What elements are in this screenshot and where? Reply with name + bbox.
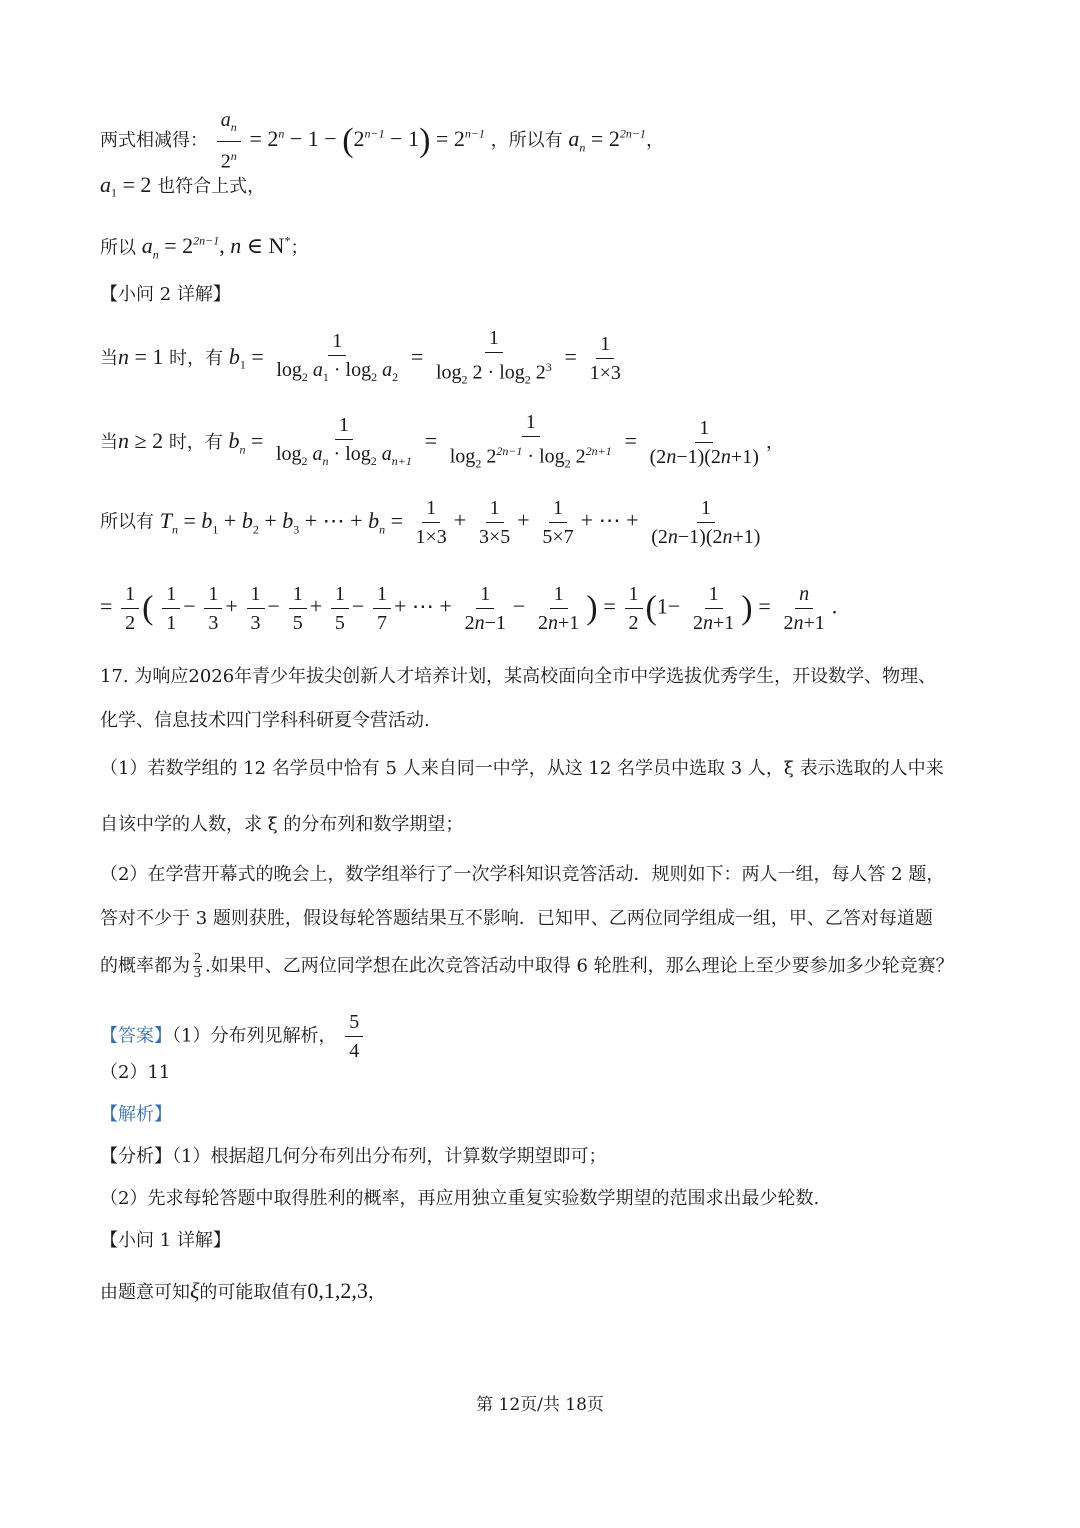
subquestion-1-header: 【小问 1 详解】	[100, 1230, 231, 1251]
problem-17-part1-1: （1）若数学组的 12 名学员中恰有 5 人来自同一中学，从这 12 名学员中选取 3 人，ξ 表示选取的人中来	[100, 758, 944, 779]
fraction: $\frac{1}{5}$	[331, 582, 349, 635]
derivation-line-3: 所以 $a_n = 2^{2n-1}$, n ∈ N*；	[100, 233, 309, 262]
fraction: $\frac{1}{1\times 3}$	[589, 333, 621, 385]
fraction: $\frac{a_n}{2^n}$	[217, 108, 241, 174]
fraction: $\frac{1}{5\times 7}$	[542, 497, 574, 548]
fraction: $\frac{1}{(2n-1)(2n+1)}$	[649, 417, 759, 469]
fraction: $\frac{1}{7}$	[373, 582, 391, 635]
fraction: $\frac{1}{\log_2 a_n \cdot \log_2 a_{n+1}}$	[275, 413, 412, 468]
fraction: $\frac{1}{2n-1}$	[464, 583, 506, 634]
page-footer: 第 12页/共 18页	[476, 1395, 604, 1415]
fenxi-line-1: 【分析】（1）根据超几何分布列出分布列，计算数学期望即可；	[100, 1146, 607, 1167]
problem-17-part2-1: （2）在学营开幕式的晚会上，数学组举行了一次学科知识竞答活动．规则如下：两人一组，每人答 2 题，	[100, 864, 945, 885]
fraction: $\frac{n}{2n+1}$	[783, 583, 825, 634]
subquestion-2-header: 【小问 2 详解】	[100, 284, 231, 305]
fraction: $\frac{1}{3\times 5}$	[478, 497, 511, 548]
fraction: $\frac{5}{4}$	[345, 1010, 363, 1063]
answer-part1: 【答案】（1）分布列见解析， $\frac{5}{4}$	[100, 1010, 366, 1063]
case-n-geq-2: 当n ≥ 2 时，有 $b_n$ = $\frac{1}{\log_2 a_n \cdot \log_2 a_{n+1}}$ = $\frac{1}{\log_2 2^{2n-1} \cdot \log_2 2^{2n+1}}$ = $\frac{1}{(2n-1)(2n+1)}$ ，	[100, 410, 784, 476]
derivation-line-2: $a_1 = 2$ 也符合上式，	[100, 172, 266, 200]
fraction: $\frac{1}{3}$	[204, 582, 222, 635]
problem-17-stem-1: 17. 为响应2026年青少年拔尖创新人才培养计划，某高校面向全市中学选拔优秀学生，开设数学、物理、	[100, 666, 937, 687]
q1-values-line: 由题意可知ξ的可能取值有0,1,2,3，	[100, 1278, 386, 1303]
fraction: $\frac{1}{2}$	[625, 582, 643, 635]
answer-part2: （2）11	[100, 1062, 171, 1083]
fraction: $\frac{1}{\log_2 2 \cdot \log_2 2^3}$	[435, 327, 552, 387]
fraction: $\frac{2}{3}$	[194, 951, 201, 981]
sum-line: 所以有 $T_n = b_1 + b_2 + b_3$ + ⋯ + $b_n$ = $\frac{1}{1\times 3}$ + $\frac{1}{3\times 5}$ + $\frac{1}{5\times 7}$ + ⋯ + $\frac{1}{(2n-1)(2n+1)}$	[100, 496, 767, 549]
fraction: $\frac{1}{\log_2 a_1 \cdot \log_2 a_2}$	[276, 329, 399, 384]
fraction: $\frac{1}{(2n-1)(2n+1)}$	[651, 497, 761, 548]
fraction: $\frac{1}{2n+1}$	[692, 583, 735, 634]
derivation-line-1: 两式相减得： $\frac{a_n}{2^n}$ = $2^n - 1 - (2^{n-1} - 1) = 2^{n-1}$ ，所以有 $a_n = 2^{2n-1}$，	[100, 109, 664, 173]
fenxi-line-2: （2）先求每轮答题中取得胜利的概率，再应用独立重复实验数学期望的范围求出最少轮数.	[100, 1188, 820, 1209]
problem-17-part2-3: 的概率都为 $\frac{2}{3}$ .如果甲、乙两位同学想在此次竞答活动中取得 6 轮胜利，那么理论上至少要参加多少轮竞赛？	[100, 951, 954, 981]
fraction: $\frac{1}{3}$	[247, 582, 265, 635]
fraction: $\frac{1}{5}$	[289, 582, 307, 635]
fraction: $\frac{1}{1\times 3}$	[415, 497, 447, 548]
problem-17-part1-2: 自该中学的人数，求 ξ 的分布列和数学期望；	[100, 814, 464, 835]
fraction: $\frac{1}{2}$	[121, 582, 139, 635]
case-n-equals-1: 当n = 1 时，有 $b_1$ = $\frac{1}{\log_2 a_1 \cdot \log_2 a_2}$ = $\frac{1}{\log_2 2 \cdot \log_2 2^3}$ = $\frac{1}{1\times 3}$	[100, 326, 628, 392]
analysis-tag: 【解析】	[100, 1104, 172, 1125]
fraction: $\frac{1}{1}$	[162, 582, 180, 635]
problem-17-stem-2: 化学、信息技术四门学科科研夏令营活动.	[100, 710, 430, 731]
fraction: $\frac{1}{2n+1}$	[538, 583, 580, 634]
telescoping-line: = $\frac{1}{2}$ ( $\frac{1}{1}$ − $\frac{1}{3}$ + $\frac{1}{3}$ − $\frac{1}{5}$ + $\frac{1}{5}$ − $\frac{1}{7}$ + ⋯ + $\frac{1}{2n-1}$ − $\frac{1}{2n+1}$ ) = $\frac{1}{2}$ (1− $\frac{1}{2n+1}$ ) = $\frac{n}{2n+1}$ .	[100, 583, 838, 634]
fraction: $\frac{1}{\log_2 2^{2n-1} \cdot \log_2 2^{2n+1}}$	[449, 411, 612, 471]
problem-17-part2-2: 答对不少于 3 题则获胜，假设每轮答题结果互不影响．已知甲、乙两位同学组成一组，甲、乙答对每道题	[100, 908, 933, 929]
answer-tag: 【答案】	[100, 1025, 172, 1047]
